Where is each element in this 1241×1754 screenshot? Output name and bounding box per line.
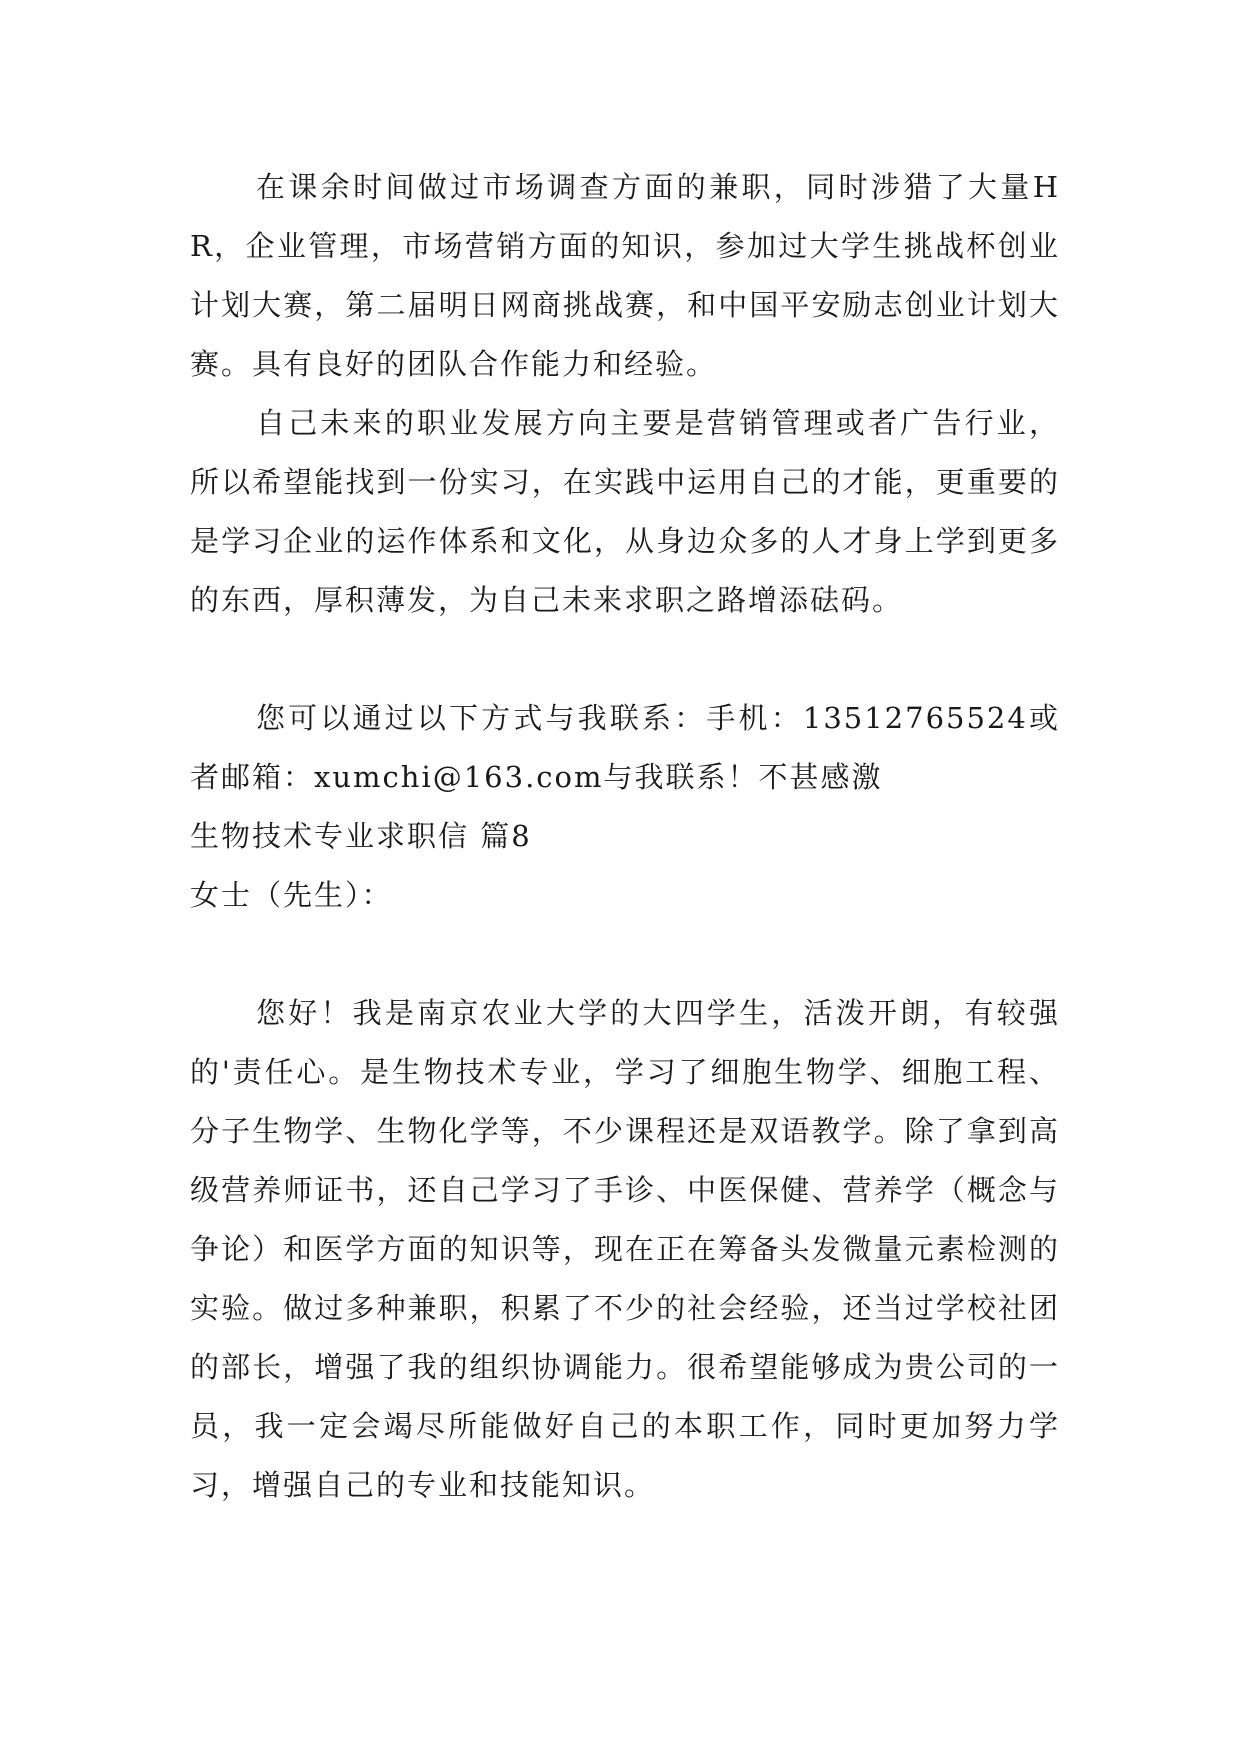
salutation: 女士（先生）： [190, 878, 393, 912]
paragraph-market-experience: 在课余时间做过市场调查方面的兼职，同时涉猎了大量HR，企业管理，市场营销方面的知识，参加过大学生挑战杯创业计划大赛，第二届明日网商挑战赛，和中国平安励志创业计划大赛。具有良好的团队合作能力和经验。 [190, 170, 1060, 381]
document-page [190, 158, 1060, 1574]
section-title: 生物技术专业求职信 篇8 [190, 819, 532, 853]
paragraph-contact-info: 您可以通过以下方式与我联系：手机：13512765524或者邮箱：xumchi@163.com与我联系！不甚感激 [190, 701, 1060, 794]
paragraph-self-introduction: 您好！我是南京农业大学的大四学生，活泼开朗，有较强的'责任心。是生物技术专业，学习了细胞生物学、细胞工程、分子生物学、生物化学等，不少课程还是双语教学。除了拿到高级营养师证书，还自己学习了手诊、中医保健、营养学（概念与争论）和医学方面的知识等，现在正在筹备头发微量元素检测的实验。做过多种兼职，积累了不少的社会经验，还当过学校社团的部长，增强了我的组织协调能力。很希望能够成为贵公司的一员，我一定会竭尽所能做好自己的本职工作，同时更加努力学习，增强自己的专业和技能知识。 [190, 996, 1060, 1502]
paragraph-career-goal: 自己未来的职业发展方向主要是营销管理或者广告行业，所以希望能找到一份实习，在实践中运用自己的才能，更重要的是学习企业的运作体系和文化，从身边众多的人才身上学到更多的东西，厚积薄发，为自己未来求职之路增添砝码。 [190, 406, 1060, 617]
blank-line [190, 925, 1060, 984]
